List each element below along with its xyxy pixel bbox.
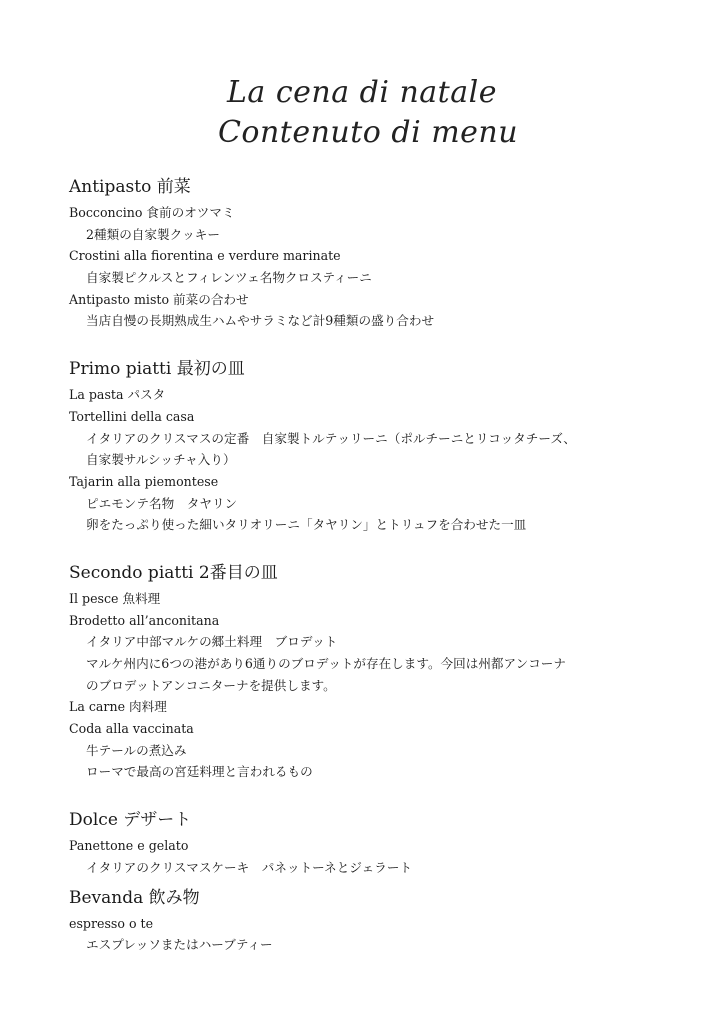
dish-description: マルケ州内に6つの港があり6通りのブロデットが存在します。今回は州都アンコーナ <box>86 656 566 671</box>
section-heading: Secondo piatti 2番目の皿 <box>69 562 278 583</box>
section-secondo <box>69 558 689 783</box>
dish-name: Coda alla vaccinata <box>69 721 194 737</box>
dish-description: ピエモンテ名物 タヤリン <box>86 495 238 511</box>
dish-description: エスプレッソまたはハーブティー <box>86 937 273 953</box>
dish-description: イタリアのクリスマスケーキ パネットーネとジェラート <box>86 859 413 875</box>
course-category: La carne 肉料理 <box>69 699 167 715</box>
dish-description: 牛テールの煮込み <box>86 742 187 758</box>
dish-description: のブロデットアンコニターナを提供します。 <box>86 677 336 693</box>
section-heading: Bevanda 飲み物 <box>69 887 200 908</box>
menu-subtitle: Contenuto di menu <box>217 115 519 150</box>
menu-title: La cena di natale <box>227 75 497 110</box>
section-heading: Antipasto 前菜 <box>69 177 191 197</box>
dish-name: Tortellini della casa <box>69 408 195 424</box>
dish-name: Panettone e gelato <box>69 838 189 854</box>
course-category: Il pesce 魚料理 <box>69 590 161 606</box>
course-category: La pasta パスタ <box>69 387 166 403</box>
dish-description: 自家製サルシッチャ入り） <box>86 452 236 468</box>
section-antipasto <box>69 172 689 332</box>
dish-description: 卵をたっぷり使った細いタリオリーニ「タヤリン」とトリュフを合わせた一皿 <box>86 517 527 533</box>
dish-description: イタリアのクリスマスの定番 自家製トルテッリーニ（ポルチーニとリコッタチーズ、 <box>86 430 576 446</box>
menu-body <box>69 172 689 956</box>
section-bevanda <box>69 883 689 956</box>
dish-name: Crostini alla fiorentina e verdure marinate <box>69 248 341 264</box>
dish-description: 当店自慢の長期熟成生ハムやサラミなど計9種類の盛り合わせ <box>86 313 435 329</box>
dish-name: Tajarin alla piemontese <box>69 473 219 489</box>
section-heading: Primo piatti 最初の皿 <box>69 359 245 380</box>
dish-description: イタリア中部マルケの郷土料理 ブロデット <box>86 634 338 650</box>
dish-name: espresso o te <box>69 915 154 931</box>
dish-name: Antipasto misto 前菜の合わせ <box>69 291 249 307</box>
section-primo <box>69 354 689 536</box>
section-heading: Dolce デザート <box>69 810 192 831</box>
dish-name: Brodetto all’anconitana <box>69 612 220 628</box>
dish-name: Bocconcino 食前のオツマミ <box>69 205 235 220</box>
dish-description: ローマで最高の宮廷料理と言われるもの <box>86 764 313 780</box>
dish-description: 2種類の自家製クッキー <box>86 226 220 242</box>
section-dolce <box>69 805 689 878</box>
dish-description: 自家製ピクルスとフィレンツェ名物クロスティーニ <box>86 270 372 286</box>
